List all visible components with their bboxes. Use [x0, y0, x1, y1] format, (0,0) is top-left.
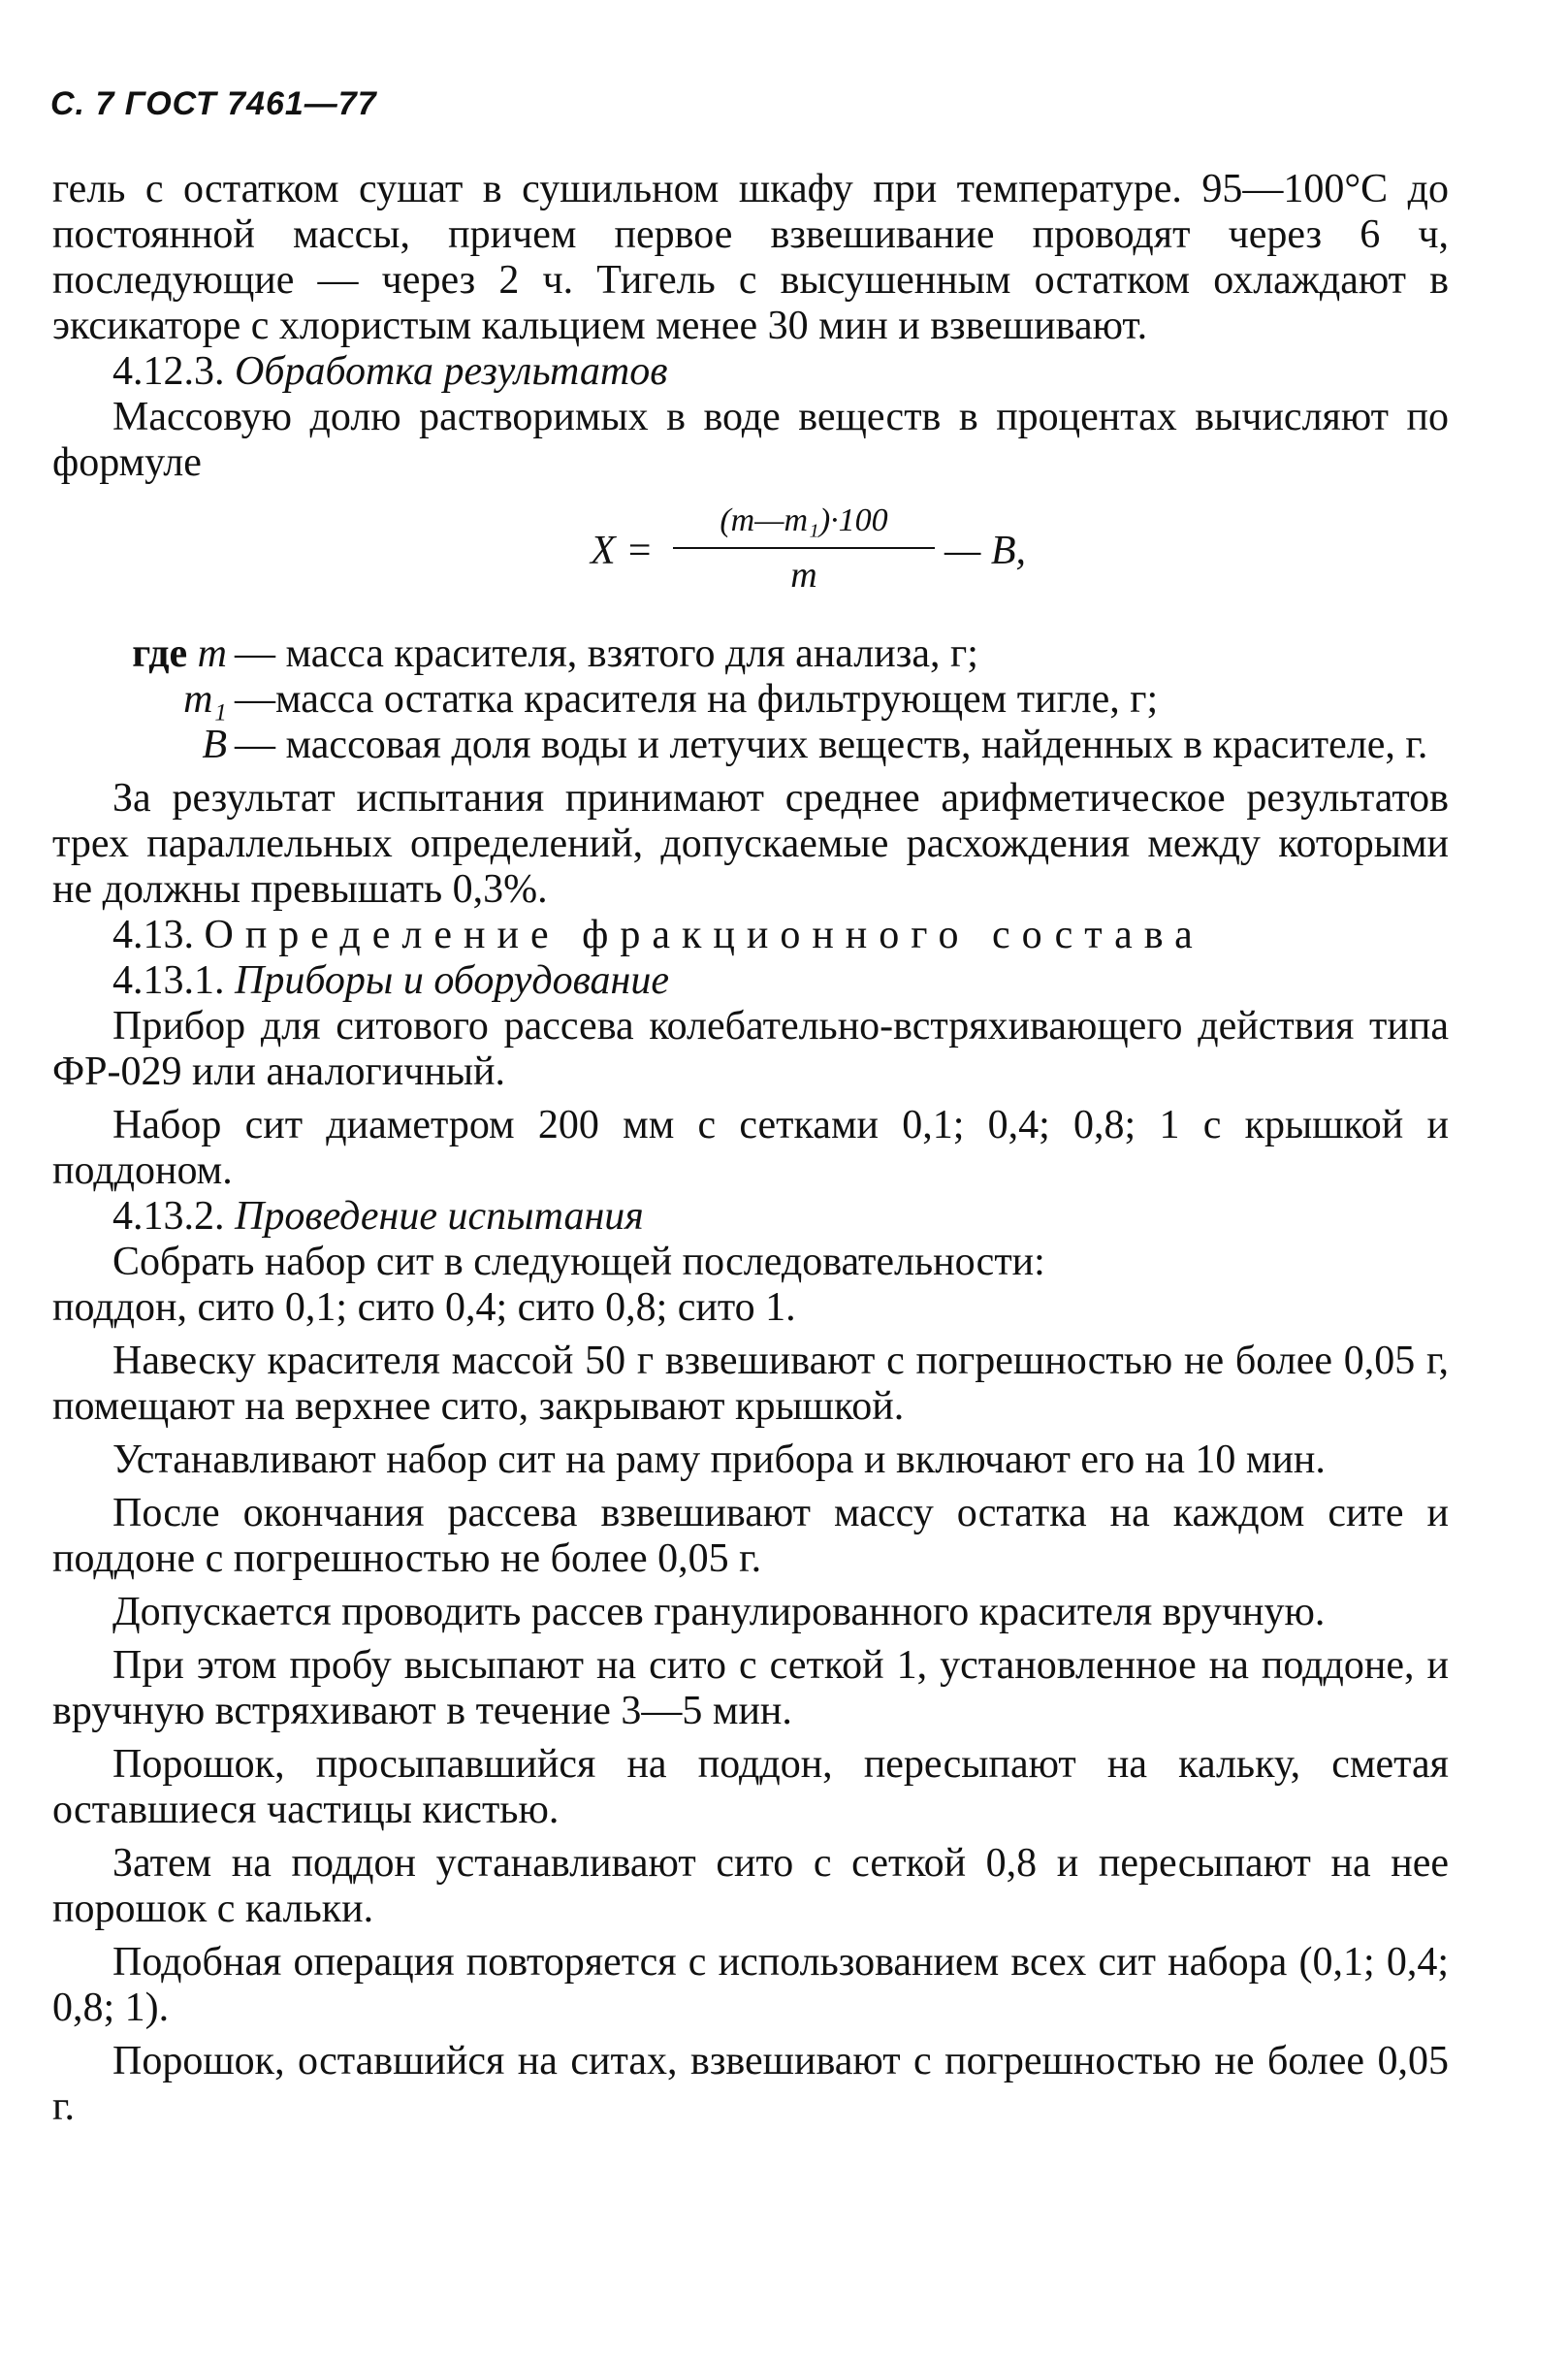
where-label: где [132, 631, 188, 676]
section-title: Проведение испытания [235, 1194, 644, 1239]
definition-row [52, 631, 1449, 677]
formula-numerator: (m—m₁)·100 [720, 502, 888, 538]
definition-key [52, 631, 235, 677]
formula-lhs: X = [591, 529, 654, 573]
paragraph: Набор сит диаметром 200 мм с сетками 0,1; 0,4; 0,8; 1 с крышкой и поддоном. [52, 1103, 1449, 1193]
formula [52, 492, 1449, 618]
definition-text: — масса красителя, взятого для анализа, г; [235, 631, 978, 676]
definition-text: —масса остатка красителя на фильтрующем тигле, г; [235, 677, 1159, 722]
section-title: Приборы и оборудование [235, 958, 669, 1003]
paragraph: Прибор для ситового рассева колебательно-встряхивающего действия типа ФР-029 или аналогичный. [52, 1004, 1449, 1094]
section-number: 4.13.2. [112, 1194, 225, 1239]
variable-definitions [52, 631, 1449, 768]
formula-fraction [673, 498, 935, 598]
section-heading-4-12-3 [52, 349, 1449, 395]
paragraph: Собрать набор сит в следующей последовательности: [112, 1240, 1045, 1284]
paragraph: гель с остатком сушат в сушильном шкафу при температуре. 95—100°С до постоянной массы, причем первое взвешивание проводят через 6 ч, последующие — через 2 ч. Тигель с высушенным остатком охлаждают в эксикаторе с хлористым кальцием менее 30 мин и взвешивают. [52, 167, 1449, 348]
section-number: 4.13. [112, 913, 194, 957]
formula-rhs: — B, [944, 529, 1026, 573]
page-header: С. 7 ГОСТ 7461—77 [50, 85, 377, 122]
document-body [52, 167, 1449, 2130]
paragraph: При этом пробу высыпают на сито с сеткой 1, установленное на поддоне, и вручную встряхивают в течение 3—5 мин. [52, 1643, 1449, 1733]
section-number: 4.12.3. [112, 349, 225, 394]
paragraph: Порошок, оставшийся на ситах, взвешивают с погрешностью не более 0,05 г. [52, 2039, 1449, 2129]
section-title: Определение фракционного состава [204, 913, 1204, 957]
definition-symbol: m₁ [183, 677, 227, 722]
definition-row [52, 677, 1449, 723]
definition-text: — массовая доля воды и летучих веществ, найденных в красителе, г. [235, 723, 1428, 767]
formula-denominator: m [790, 555, 817, 596]
paragraph: Порошок, просыпавшийся на поддон, пересыпают на кальку, сметая оставшиеся частицы кистью. [52, 1742, 1449, 1832]
paragraph: Навеску красителя массой 50 г взвешивают с погрешностью не более 0,05 г, помещают на верхнее сито, закрывают крышкой. [52, 1339, 1449, 1429]
section-number: 4.13.1. [112, 958, 225, 1003]
fraction-bar [673, 547, 935, 549]
definition-row [52, 723, 1449, 768]
paragraph: Затем на поддон устанавливают сито с сеткой 0,8 и пересыпают на нее порошок с кальки. [52, 1841, 1449, 1931]
paragraph: Устанавливают набор сит на раму прибора и включают его на 10 мин. [112, 1437, 1326, 1482]
paragraph: Допускается проводить рассев гранулированного красителя вручную. [112, 1590, 1326, 1634]
paragraph: Подобная операция повторяется с использованием всех сит набора (0,1; 0,4; 0,8; 1). [52, 1940, 1449, 2030]
section-heading-4-13-2 [52, 1194, 1449, 1240]
paragraph: Массовую долю растворимых в воде веществ в процентах вычисляют по формуле [52, 395, 1449, 485]
paragraph: поддон, сито 0,1; сито 0,4; сито 0,8; сито 1. [52, 1285, 796, 1330]
paragraph: За результат испытания принимают среднее арифметическое результатов трех параллельных определений, допускаемые расхождения между которыми не должны превышать 0,3%. [52, 776, 1449, 912]
section-heading-4-13 [52, 913, 1449, 958]
definition-symbol: B [202, 723, 227, 767]
section-heading-4-13-1 [52, 958, 1449, 1004]
definition-symbol: m [197, 631, 227, 676]
section-title: Обработка результатов [235, 349, 668, 394]
paragraph: После окончания рассева взвешивают массу остатка на каждом сите и поддоне с погрешностью не более 0,05 г. [52, 1491, 1449, 1581]
